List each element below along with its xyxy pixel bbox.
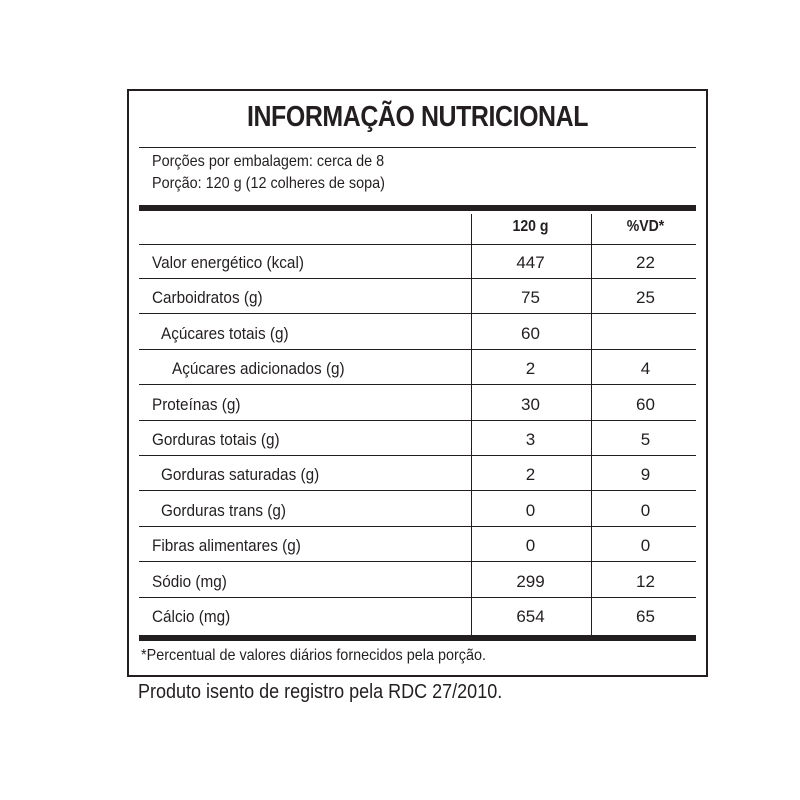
nutrition-facts-label [127,89,708,677]
table-row [139,351,696,385]
nutrient-name: Sódio (mg) [152,571,227,591]
nutrient-amount: 447 [516,253,545,272]
row-divider [139,278,696,279]
nutrient-daily-value: 65 [636,607,655,626]
registration-note: Produto isento de registro pela RDC 27/2010. [138,681,503,703]
nutrient-amount: 299 [516,571,545,591]
nutrient-name: Valor energético (kcal) [152,253,304,272]
nutrient-name: Fibras alimentares (g) [152,536,301,556]
header-amount: 120 g [512,218,549,235]
nutrient-amount: 75 [521,288,540,308]
nutrient-amount: 654 [516,607,545,626]
nutrient-amount: 0 [525,500,536,520]
table-bottom-divider [139,635,696,641]
table-row [139,457,696,491]
table-row [139,280,696,314]
nutrient-name: Açúcares totais (g) [161,323,289,343]
row-divider [139,349,696,350]
servings-per-package: Porções por embalagem: cerca de 8 [152,153,385,170]
nutrient-amount: 2 [525,465,536,485]
label-title: INFORMAÇÃO NUTRICIONAL [246,101,589,133]
serving-size: Porção: 120 g (12 colheres de sopa) [152,175,385,192]
nutrient-amount: 3 [525,430,536,449]
table-row [139,564,696,598]
nutrient-daily-value: 9 [640,465,651,485]
daily-value-footnote: *Percentual de valores diários fornecidos pela porção. [141,647,487,664]
nutrient-name: Cálcio (mg) [152,607,231,626]
nutrient-amount: 2 [525,359,536,379]
nutrient-name: Gorduras saturadas (g) [161,465,320,485]
row-divider [139,384,696,385]
nutrient-daily-value: 0 [640,500,651,520]
nutrient-amount: 0 [525,536,536,556]
table-row [139,245,696,279]
table-row [139,599,696,633]
nutrient-name: Açúcares adicionados (g) [172,359,345,379]
row-divider [139,455,696,456]
table-row [139,528,696,562]
row-divider [139,597,696,598]
nutrient-name: Carboidratos (g) [152,288,263,308]
nutrient-amount: 30 [521,394,540,414]
nutrient-amount: 60 [521,323,540,343]
row-divider [139,561,696,562]
row-divider [139,420,696,421]
row-divider [139,526,696,527]
table-row [139,387,696,421]
table-row [139,422,696,456]
table-row [139,493,696,527]
table-row [139,316,696,350]
table-header-row [139,211,696,245]
header-daily-value: %VD* [626,218,665,235]
nutrient-daily-value: 4 [640,359,651,379]
nutrient-name: Gorduras trans (g) [161,500,287,520]
nutrient-name: Gorduras totais (g) [152,430,280,449]
row-divider [139,490,696,491]
nutrient-daily-value: 12 [636,571,655,591]
row-divider [139,313,696,314]
nutrient-daily-value: 5 [640,430,651,449]
nutrient-daily-value: 60 [636,394,655,414]
nutrient-daily-value: 25 [636,288,655,308]
nutrient-daily-value: 0 [640,536,651,556]
title-divider [139,147,696,148]
nutrient-daily-value: 22 [636,253,655,272]
nutrient-name: Proteínas (g) [152,394,241,414]
